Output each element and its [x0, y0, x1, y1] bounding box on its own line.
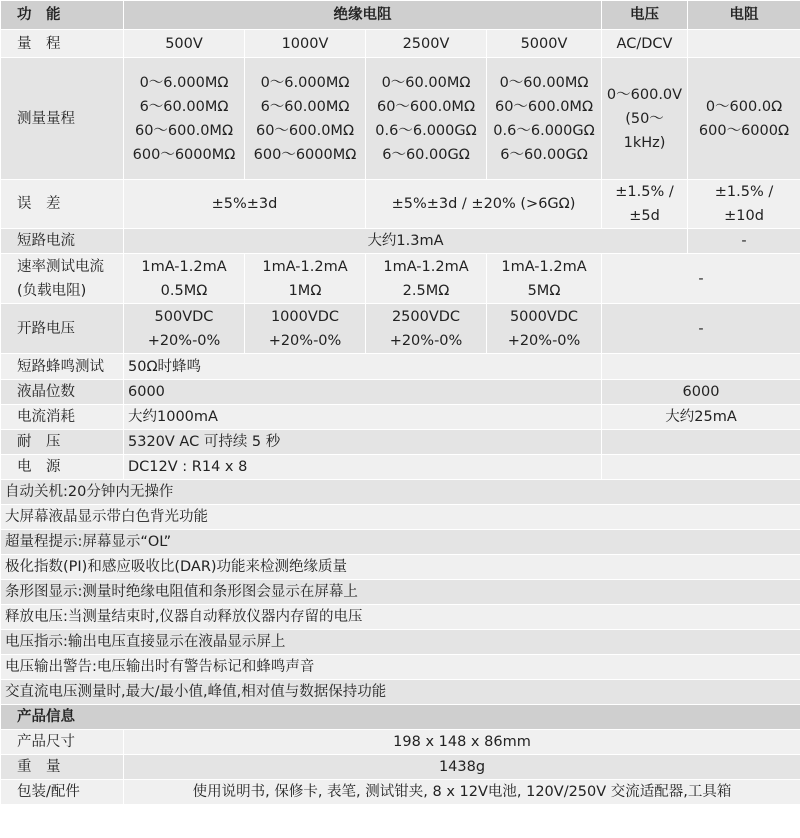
- measure-range-resistance: 0～600.0Ω 600～6000Ω: [688, 58, 800, 180]
- package-label: 包装/配件: [1, 780, 124, 805]
- current-consumption-row: [1, 405, 800, 430]
- measure-range-1000v: 0～6.000MΩ 6～60.00MΩ 60～600.0MΩ 600～6000MΩ: [245, 58, 366, 180]
- lcd-right-value: 6000: [602, 380, 800, 405]
- rate-current-row: [1, 254, 800, 304]
- measure-range-label: 测量量程: [1, 58, 124, 180]
- weight-value: 1438g: [124, 755, 800, 780]
- short-current-value: 大约1.3mA: [124, 229, 688, 254]
- header-voltage: 电压: [602, 1, 688, 30]
- weight-row: [1, 755, 800, 780]
- withstand-voltage-row: [1, 430, 800, 455]
- rate-current-resistance: -: [602, 254, 800, 304]
- range-voltage: AC/DCV: [602, 30, 688, 58]
- range-5000v: 5000V: [487, 30, 602, 58]
- feature-text: 释放电压:当测量结束时,仪器自动释放仪器内存留的电压: [1, 605, 800, 630]
- feature-row: [1, 655, 800, 680]
- lcd-row: [1, 380, 800, 405]
- buzzer-empty: [602, 354, 800, 380]
- header-row: [1, 1, 800, 30]
- feature-text: 电压指示:输出电压直接显示在液晶显示屏上: [1, 630, 800, 655]
- short-current-row: [1, 229, 800, 254]
- product-size-label: 产品尺寸: [1, 730, 124, 755]
- open-voltage-label: 开路电压: [1, 304, 124, 354]
- product-size-value: 198 x 148 x 86mm: [124, 730, 800, 755]
- lcd-label: 液晶位数: [1, 380, 124, 405]
- feature-text: 自动关机:20分钟内无操作: [1, 480, 800, 505]
- current-consumption-label: 电流消耗: [1, 405, 124, 430]
- feature-row: [1, 505, 800, 530]
- error-resistance: ±1.5% / ±10d: [688, 180, 800, 229]
- feature-text: 交直流电压测量时,最大/最小值,峰值,相对值与数据保持功能: [1, 680, 800, 705]
- range-2500v: 2500V: [366, 30, 487, 58]
- error-low: ±5%±3d: [124, 180, 366, 229]
- short-current-label: 短路电流: [1, 229, 124, 254]
- open-voltage-2500v: 2500VDC +20%-0%: [366, 304, 487, 354]
- current-consumption-right: 大约25mA: [602, 405, 800, 430]
- rate-current-5000v: 1mA-1.2mA 5MΩ: [487, 254, 602, 304]
- withstand-voltage-value: 5320V AC 可持续 5 秒: [124, 430, 602, 455]
- open-voltage-row: [1, 304, 800, 354]
- package-row: [1, 780, 800, 805]
- feature-row: [1, 530, 800, 555]
- feature-text: 电压输出警告:电压输出时有警告标记和蜂鸣声音: [1, 655, 800, 680]
- open-voltage-1000v: 1000VDC +20%-0%: [245, 304, 366, 354]
- withstand-voltage-empty: [602, 430, 800, 455]
- error-high: ±5%±3d / ±20% (>6GΩ): [366, 180, 602, 229]
- measure-range-2500v: 0～60.00MΩ 60～600.0MΩ 0.6～6.000GΩ 6～60.00GΩ: [366, 58, 487, 180]
- package-value: 使用说明书, 保修卡, 表笔, 测试钳夹, 8 x 12V电池, 120V/250V 交流适配器,工具箱: [124, 780, 800, 805]
- feature-text: 大屏幕液晶显示带白色背光功能: [1, 505, 800, 530]
- feature-text: 超量程提示:屏幕显示“OL”: [1, 530, 800, 555]
- rate-current-1000v: 1mA-1.2mA 1MΩ: [245, 254, 366, 304]
- feature-row: [1, 630, 800, 655]
- power-value: DC12V : R14 x 8: [124, 455, 602, 480]
- power-row: [1, 455, 800, 480]
- header-function: 功 能: [1, 1, 124, 30]
- buzzer-value: 50Ω时蜂鸣: [124, 354, 602, 380]
- rate-current-2500v: 1mA-1.2mA 2.5MΩ: [366, 254, 487, 304]
- feature-text: 极化指数(PI)和感应吸收比(DAR)功能来检测绝缘质量: [1, 555, 800, 580]
- range-row: [1, 30, 800, 58]
- short-current-resistance: -: [688, 229, 800, 254]
- range-label: 量 程: [1, 30, 124, 58]
- open-voltage-500v: 500VDC +20%-0%: [124, 304, 245, 354]
- measure-range-row: [1, 58, 800, 180]
- measure-range-5000v: 0～60.00MΩ 60～600.0MΩ 0.6～6.000GΩ 6～60.00GΩ: [487, 58, 602, 180]
- feature-row: [1, 480, 800, 505]
- lcd-value: 6000: [124, 380, 602, 405]
- current-consumption-value: 大约1000mA: [124, 405, 602, 430]
- error-label: 误 差: [1, 180, 124, 229]
- header-insulation-resistance: 绝缘电阻: [124, 1, 602, 30]
- feature-row: [1, 605, 800, 630]
- feature-row: [1, 580, 800, 605]
- open-voltage-5000v: 5000VDC +20%-0%: [487, 304, 602, 354]
- range-resistance: [688, 30, 800, 58]
- buzzer-row: [1, 354, 800, 380]
- feature-row: [1, 680, 800, 705]
- measure-range-voltage: 0～600.0V (50～1kHz): [602, 58, 688, 180]
- rate-current-label: 速率测试电流 (负载电阻): [1, 254, 124, 304]
- product-info-title: 产品信息: [1, 705, 800, 730]
- header-resistance: 电阻: [688, 1, 800, 30]
- weight-label: 重 量: [1, 755, 124, 780]
- product-info-header: [1, 705, 800, 730]
- feature-text: 条形图显示:测量时绝缘电阻值和条形图会显示在屏幕上: [1, 580, 800, 605]
- rate-current-500v: 1mA-1.2mA 0.5MΩ: [124, 254, 245, 304]
- buzzer-label: 短路蜂鸣测试: [1, 354, 124, 380]
- range-500v: 500V: [124, 30, 245, 58]
- withstand-voltage-label: 耐 压: [1, 430, 124, 455]
- power-label: 电 源: [1, 455, 124, 480]
- range-1000v: 1000V: [245, 30, 366, 58]
- error-voltage: ±1.5% / ±5d: [602, 180, 688, 229]
- measure-range-500v: 0～6.000MΩ 6～60.00MΩ 60～600.0MΩ 600～6000MΩ: [124, 58, 245, 180]
- power-empty: [602, 455, 800, 480]
- feature-row: [1, 555, 800, 580]
- open-voltage-resistance: -: [602, 304, 800, 354]
- error-row: [1, 180, 800, 229]
- product-size-row: [1, 730, 800, 755]
